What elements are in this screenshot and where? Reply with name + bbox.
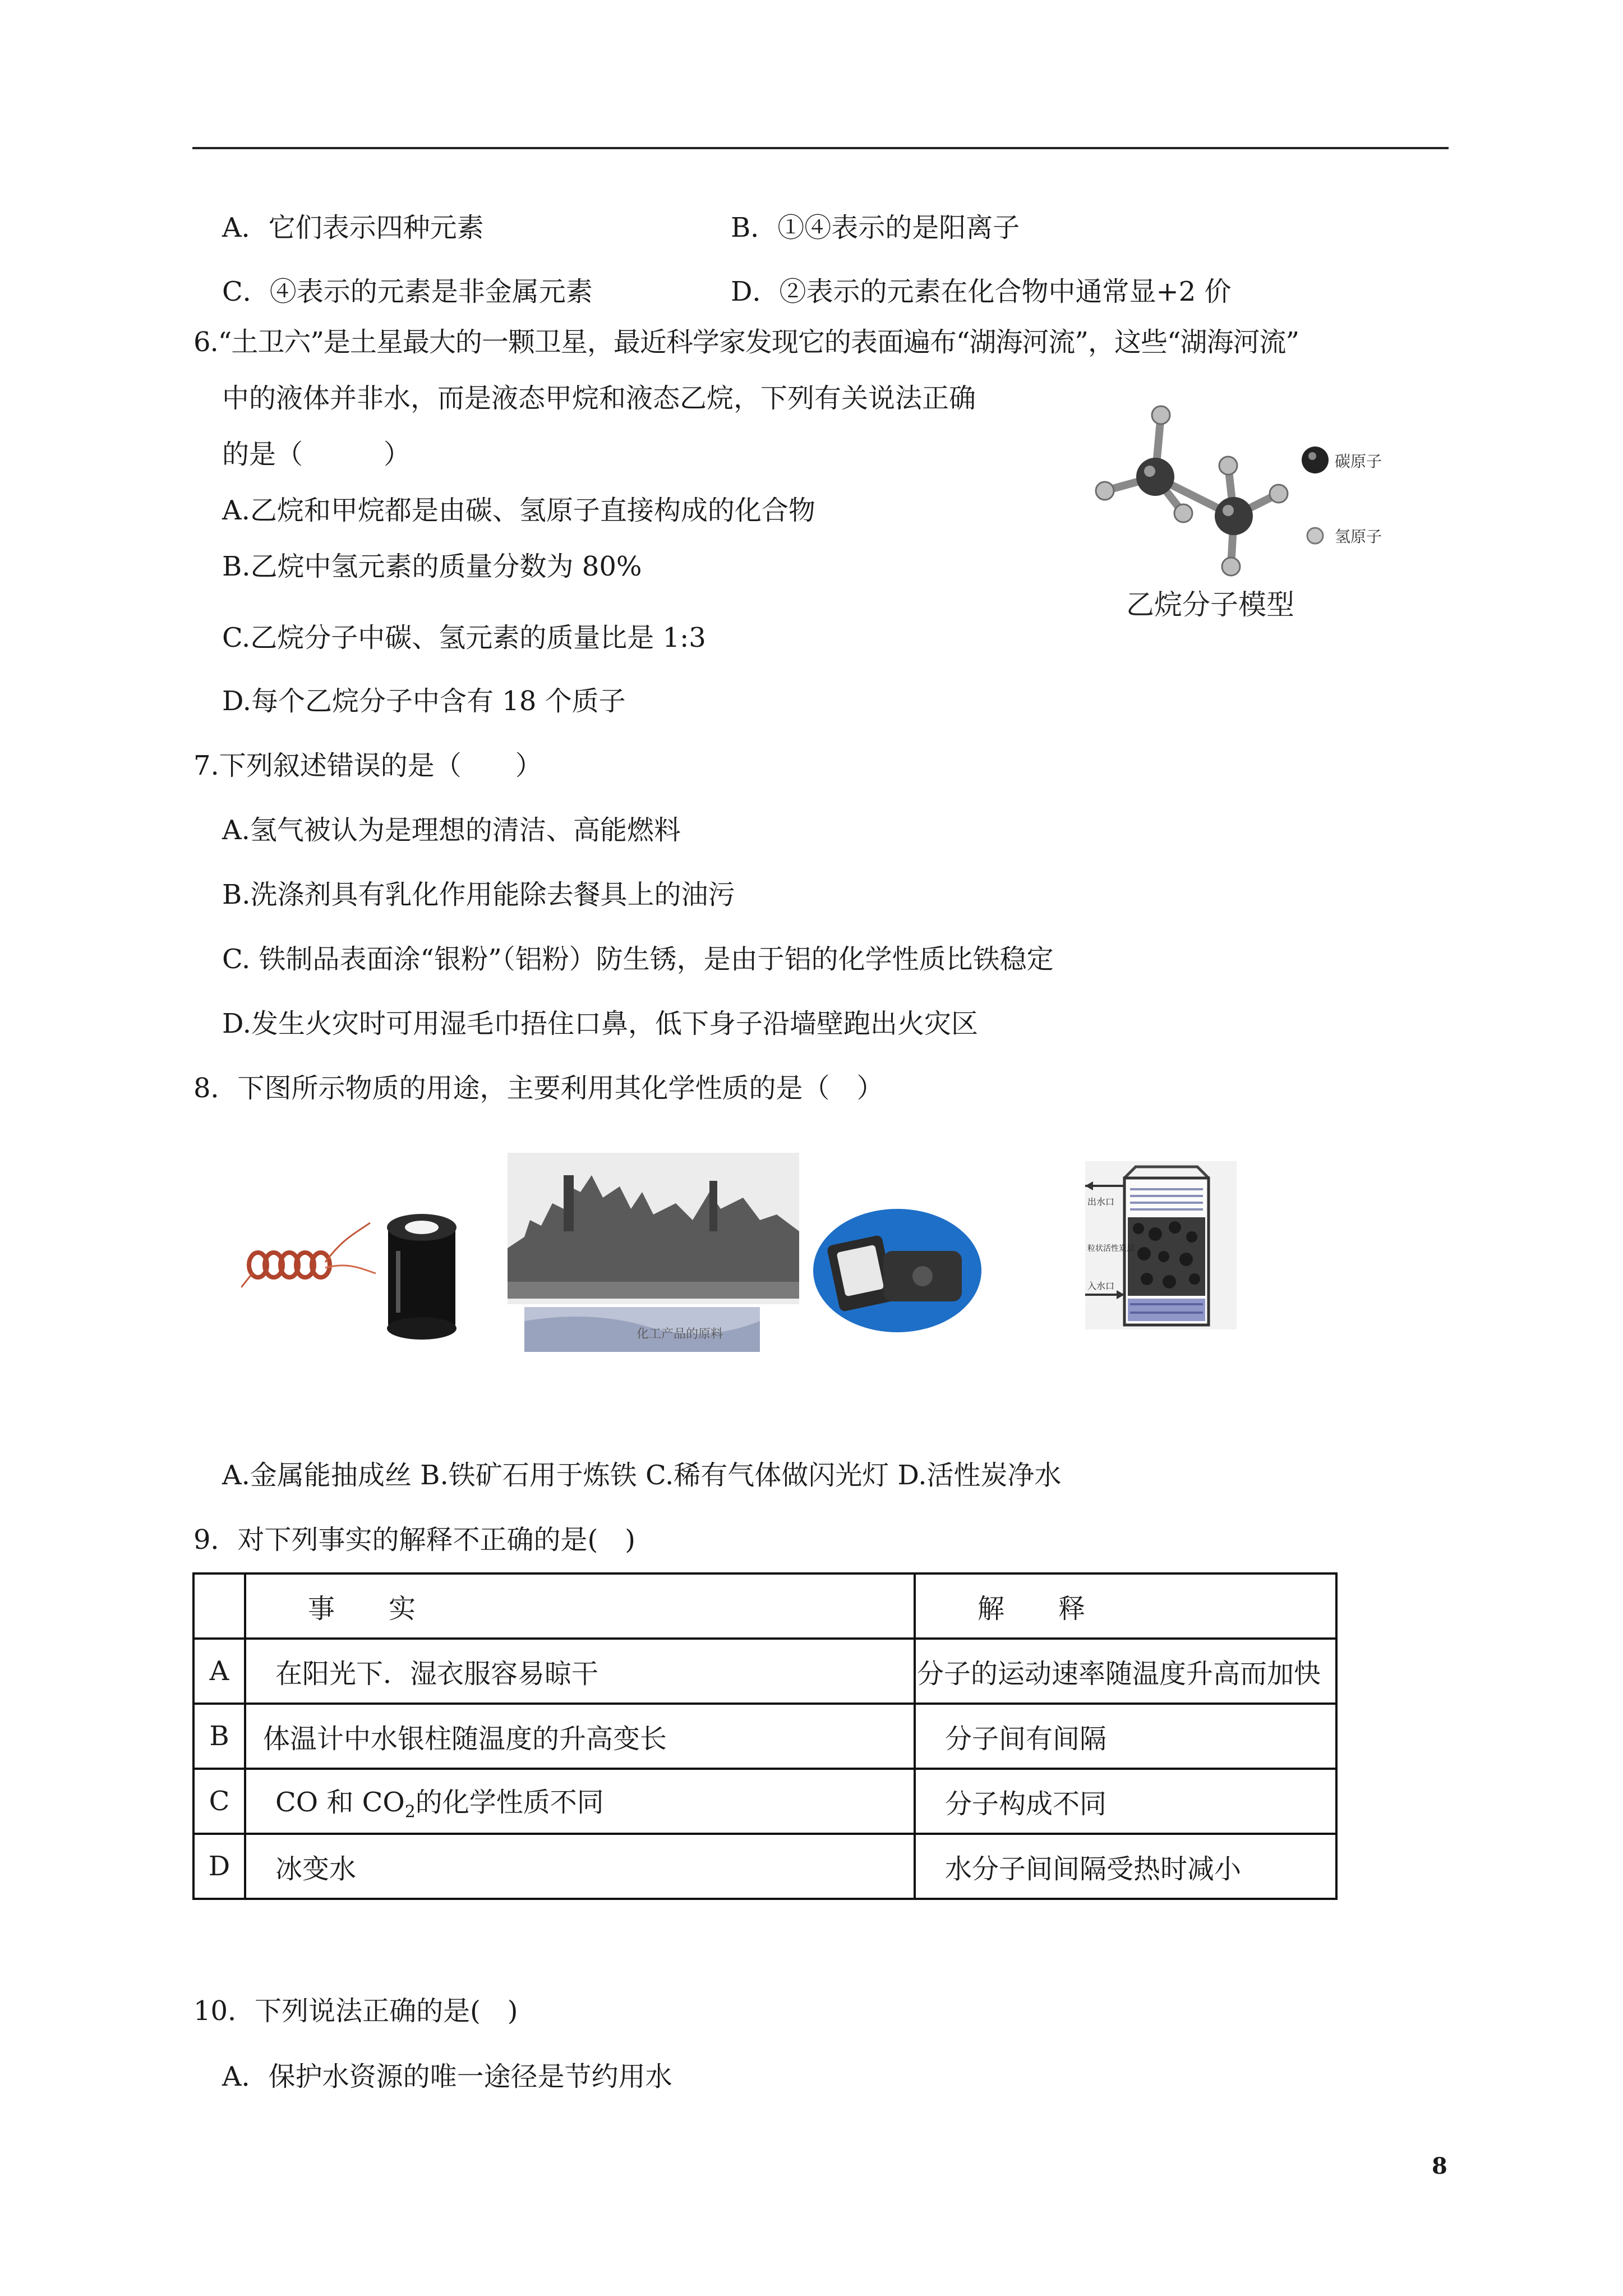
q7-option-b: B.洗涤剂具有乳化作用能除去餐具上的油污	[222, 879, 735, 910]
q5-option-d: D．②表示的元素在化合物中通常显+2 价	[731, 276, 1232, 307]
metal-wire-image	[241, 1189, 482, 1341]
q6-stem-line2: 中的液体并非水，而是液态甲烷和液态乙烷，下列有关说法正确	[222, 383, 976, 414]
table-row	[193, 1639, 1336, 1704]
row-label: C	[193, 1769, 245, 1834]
q6-option-c: C.乙烷分子中碳、氢元素的质量比是 1:3	[222, 622, 706, 654]
legend-hydrogen: 氢原子	[1335, 527, 1382, 546]
row-fact-post: 的化学性质不同	[415, 1787, 604, 1819]
row-fact: 冰变水	[245, 1834, 915, 1899]
table-row	[193, 1704, 1336, 1769]
iron-smelting-image	[508, 1153, 799, 1355]
img4-inlet-label: 入水口	[1087, 1281, 1115, 1291]
header-empty-cell	[193, 1573, 245, 1639]
q5-option-c: C．④表示的元素是非金属元素	[222, 276, 593, 307]
q8-stem: 8．下图所示物质的用途，主要利用其化学性质的是（ ）	[193, 1073, 884, 1104]
activated-carbon-filter-image	[1085, 1161, 1237, 1329]
hydrogen-legend-icon	[1307, 528, 1323, 544]
table-row	[193, 1834, 1336, 1899]
q7-option-d: D.发生火灾时可用湿毛巾捂住口鼻，低下身子沿墙壁跑出火灾区	[222, 1008, 979, 1039]
q7-option-c: C. 铁制品表面涂“银粉”（铝粉）防生锈，是由于铝的化学性质比铁稳定	[222, 944, 1054, 975]
row-explain: 分子构成不同	[915, 1769, 1336, 1834]
table-row	[193, 1769, 1336, 1834]
carbon-atom-icon	[1136, 458, 1174, 496]
q10-option-a: A．保护水资源的唯一途径是节约用水	[222, 2061, 672, 2092]
q7-stem: 7.下列叙述错误的是（ ）	[193, 750, 542, 781]
ethane-model-figure	[1088, 393, 1402, 628]
row-explain: 水分子间间隔受热时减小	[915, 1834, 1336, 1899]
q9-stem: 9．对下列事实的解释不正确的是( )	[193, 1524, 635, 1556]
row-label: D	[193, 1834, 245, 1899]
legend-carbon: 碳原子	[1335, 452, 1382, 471]
table-header-row	[193, 1573, 1336, 1639]
q6-stem-line1: 6.“土卫六”是土星最大的一颗卫星，最近科学家发现它的表面遍布“湖海河流”，这些“湖海河流”	[193, 326, 1299, 358]
img4-carbon-label: 粒状活性炭层	[1087, 1244, 1135, 1253]
q8-options: A.金属能抽成丝 B.铁矿石用于炼铁 C.稀有气体做闪光灯 D.活性炭净水	[222, 1460, 1062, 1491]
img2-label: 化工产品的原料	[637, 1327, 723, 1341]
img4-outlet-label: 出水口	[1087, 1197, 1115, 1207]
row-fact-pre: CO 和 CO	[275, 1787, 405, 1819]
carbon-legend-icon	[1302, 447, 1329, 473]
row-fact: 体温计中水银柱随温度的升高变长	[245, 1704, 915, 1769]
row-label: B	[193, 1704, 245, 1769]
row-fact: 在阳光下．湿衣服容易晾干	[245, 1639, 915, 1704]
row-explain: 分子间有间隔	[915, 1704, 1336, 1769]
q6-option-b: B.乙烷中氢元素的质量分数为 80%	[222, 551, 642, 582]
row-label: A	[193, 1639, 245, 1704]
q5-option-a: A．它们表示四种元素	[222, 212, 484, 243]
row-fact	[245, 1769, 915, 1834]
header-explain: 解 释	[915, 1573, 1336, 1639]
q6-option-d: D.每个乙烷分子中含有 18 个质子	[222, 685, 626, 717]
row-fact-sub: 2	[404, 1802, 416, 1822]
flash-lamp-image	[810, 1206, 984, 1335]
q9-table	[192, 1572, 1338, 1900]
row-explain: 分子的运动速率随温度升高而加快	[915, 1639, 1336, 1704]
header-rule	[192, 147, 1449, 149]
header-fact: 事 实	[245, 1573, 915, 1639]
figure-caption: 乙烷分子模型	[1126, 588, 1294, 621]
q7-option-a: A.氢气被认为是理想的清洁、高能燃料	[222, 815, 681, 846]
q6-stem-line3: 的是（ ）	[222, 439, 411, 470]
q6-option-a: A.乙烷和甲烷都是由碳、氢原子直接构成的化合物	[222, 495, 815, 526]
page-number: 8	[1432, 2153, 1447, 2179]
q5-option-b: B．①④表示的是阳离子	[731, 212, 1020, 243]
q10-stem: 10．下列说法正确的是( )	[193, 1995, 518, 2027]
